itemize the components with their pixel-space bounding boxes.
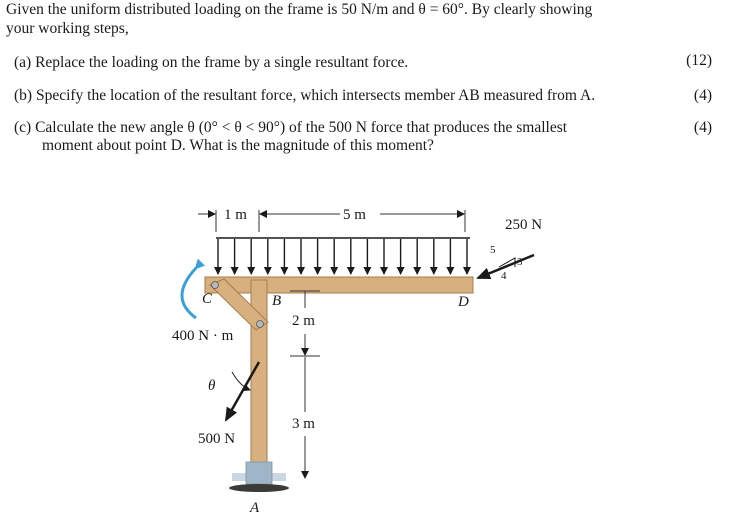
fixed-support — [229, 462, 289, 492]
point-b-label: B — [272, 293, 282, 309]
moment-400-label: 400 N · m — [172, 328, 234, 344]
dim-5m-label: 5 m — [343, 207, 366, 223]
distributed-load — [216, 238, 470, 274]
angle-theta-label: θ — [208, 378, 216, 394]
moment-arrow — [182, 268, 196, 318]
part-c-text-1: (c) Calculate the new angle θ (0° < θ < 90°) of the 500 N force that produces the smallest — [14, 119, 568, 136]
horizontal-member — [205, 277, 473, 293]
intro-line-2: your working steps, — [6, 20, 129, 37]
pin-b — [257, 321, 264, 328]
dim-2m-label: 2 m — [292, 313, 315, 329]
part-c-marks: (4) — [693, 119, 712, 136]
part-a-text: (a) Replace the loading on the frame by a single resultant force. — [14, 54, 409, 71]
point-a-label: A — [250, 500, 260, 516]
intro-line-1: Given the uniform distributed loading on the frame is 50 N/m and θ = 60°. By clearly showing — [6, 1, 593, 18]
slope-3-label: 3 — [517, 256, 523, 268]
point-d-label: D — [458, 294, 469, 310]
slope-5-label: 5 — [490, 244, 496, 256]
dim-3m-label: 3 m — [292, 416, 315, 432]
part-c-text-2: moment about point D. What is the magnitude of this moment? — [42, 137, 434, 154]
force-250-label: 250 N — [505, 217, 543, 233]
point-c-label: C — [202, 291, 213, 307]
part-b-marks: (4) — [693, 87, 712, 104]
pin-c — [212, 282, 219, 289]
dim-1m-label: 1 m — [224, 207, 247, 223]
force-500-label: 500 N — [198, 431, 236, 447]
part-a-marks: (12) — [686, 52, 712, 69]
part-b-text: (b) Specify the location of the resultant force, which intersects member AB measured from A. — [14, 87, 596, 104]
slope-4-label: 4 — [501, 270, 507, 282]
